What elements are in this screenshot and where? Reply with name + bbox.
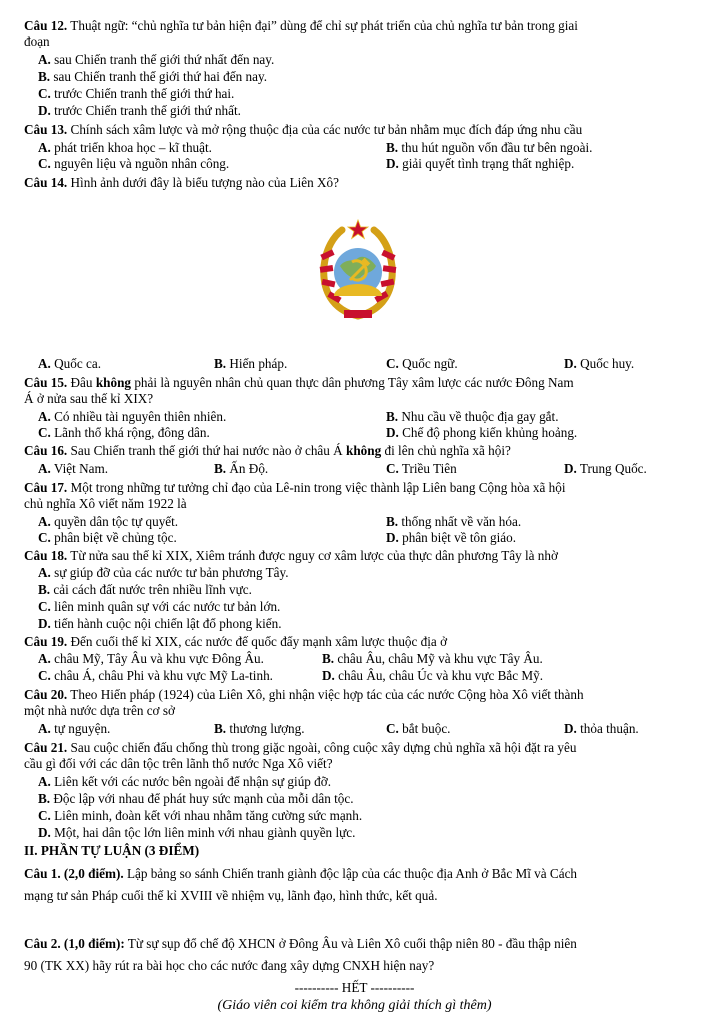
option-letter: B. (38, 69, 51, 84)
q17-option-b (386, 514, 521, 530)
option-text: thỏa thuận. (580, 721, 639, 736)
option-text: bắt buộc. (402, 721, 451, 736)
q20-option-b (214, 721, 305, 737)
option-letter: B. (386, 514, 399, 529)
option-text: Quốc ca. (54, 356, 101, 371)
option-letter: A. (38, 52, 51, 67)
option-letter: B. (386, 140, 399, 155)
q12-option-a (38, 52, 695, 68)
q14-option-d (564, 356, 634, 372)
option-text: tiến hành cuộc nội chiến lật đổ phong kiến. (54, 616, 282, 631)
q16-stem (24, 443, 695, 459)
option-text: phân biệt về chủng tộc. (54, 530, 177, 545)
option-text: phát triển khoa học – kĩ thuật. (54, 140, 212, 155)
question-label: Câu 20. (24, 687, 68, 702)
q12-option-c (38, 86, 695, 102)
option-text: Chế độ phong kiến khủng hoảng. (402, 425, 578, 440)
option-letter: B. (38, 791, 51, 806)
question-label: Câu 18. (24, 548, 68, 563)
option-letter: D. (386, 530, 399, 545)
option-text: sự giúp đỡ của các nước tư bản phương Tây. (54, 565, 289, 580)
option-text: sau Chiến tranh thế giới thứ hai đến nay. (53, 69, 267, 84)
q15-stem (24, 375, 695, 391)
q12-stem-cont: đoạn (24, 34, 50, 49)
question-text: Từ sự sụp đổ chế độ XHCN ở Đông Âu và Liên Xô cuối thập niên 80 - đầu thập niên (124, 936, 577, 951)
question-label: Câu 16. (24, 443, 68, 458)
q12-stem (24, 18, 695, 34)
q17-stem-cont: chủ nghĩa Xô viết năm 1922 là (24, 496, 187, 511)
option-letter: A. (38, 514, 51, 529)
essay-q1 (24, 865, 695, 883)
q21-stem-cont: cầu gì đối với các dân tộc trên lãnh thổ nước Nga Xô viết? (24, 756, 333, 771)
q17-options-row1 (38, 514, 695, 530)
option-text: Ấn Độ. (229, 461, 269, 476)
q14-stem (24, 175, 695, 191)
q16-options-row (38, 461, 695, 477)
option-letter: C. (38, 808, 51, 823)
q14-option-a (38, 356, 101, 372)
option-letter: D. (38, 103, 51, 118)
essay-q2 (24, 935, 695, 953)
option-text: Hiến pháp. (229, 356, 288, 371)
question-label: Câu 12. (24, 18, 68, 33)
question-label: Câu 19. (24, 634, 68, 649)
q21-option-d (38, 825, 695, 841)
ussr-emblem-image (318, 218, 398, 328)
option-text: Quốc huy. (580, 356, 635, 371)
q15-stem-cont: Á ở nửa sau thế kỉ XIX? (24, 391, 154, 406)
q13-options-row1 (38, 140, 695, 156)
question-text: Theo Hiến pháp (1924) của Liên Xô, ghi nhận việc hợp tác của các nước Cộng hòa Xô viết thành (70, 687, 584, 702)
q13-option-a (38, 140, 212, 156)
option-letter: A. (38, 774, 51, 789)
question-text: Đâu (70, 375, 96, 390)
option-text: cải cách đất nước trên nhiều lĩnh vực. (53, 582, 252, 597)
option-letter: C. (386, 721, 399, 736)
footer-note: (Giáo viên coi kiểm tra không giải thích gì thêm) (217, 998, 492, 1013)
q21-option-a (38, 774, 695, 790)
option-letter: D. (322, 668, 335, 683)
q21-option-b (38, 791, 695, 807)
q19-option-b (322, 651, 543, 667)
option-text: giải quyết tình trạng thất nghiệp. (402, 156, 575, 171)
essay-q1-cont: mạng tư sản Pháp cuối thế kỉ XVIII về nhiệm vụ, lãnh đạo, hình thức, kết quả. (24, 888, 438, 903)
end-marker: ---------- HẾT ---------- (294, 980, 415, 995)
option-letter: D. (564, 356, 577, 371)
question-label: Câu 1. (2,0 điểm). (24, 866, 124, 881)
option-letter: C. (386, 356, 399, 371)
option-letter: C. (38, 156, 51, 171)
q15-option-c (38, 425, 210, 441)
option-text: liên minh quân sự với các nước tư bản lớn. (54, 599, 281, 614)
question-text: Đến cuối thế kỉ XIX, các nước đế quốc đẩy mạnh xâm lược thuộc địa ở (70, 634, 448, 649)
q19-stem (24, 634, 695, 650)
option-letter: D. (386, 156, 399, 171)
question-text: Hình ảnh dưới đây là biểu tượng nào của Liên Xô? (70, 175, 340, 190)
q13-option-d (386, 156, 574, 172)
q16-option-a (38, 461, 108, 477)
q17-option-c (38, 530, 177, 546)
option-text: Trung Quốc. (579, 461, 647, 476)
emphasis-text: không (95, 375, 132, 390)
q18-option-c (38, 599, 695, 615)
q17-option-a (38, 514, 178, 530)
option-letter: B. (214, 356, 227, 371)
part2-heading: II. PHẦN TỰ LUẬN (3 ĐIỂM) (24, 843, 200, 858)
option-letter: A. (38, 721, 51, 736)
option-letter: D. (564, 721, 577, 736)
option-letter: C. (38, 668, 51, 683)
q13-stem (24, 122, 695, 138)
q19-option-a (38, 651, 264, 667)
question-label: Câu 13. (24, 122, 68, 137)
q16-option-d (564, 461, 647, 477)
q13-option-b (386, 140, 592, 156)
q20-options-row (38, 721, 695, 737)
option-letter: D. (38, 616, 51, 631)
option-text: Độc lập với nhau để phát huy sức mạnh của mỗi dân tộc. (53, 791, 354, 806)
option-letter: C. (38, 86, 51, 101)
option-letter: C. (38, 530, 51, 545)
option-text: quyền dân tộc tự quyết. (54, 514, 179, 529)
option-letter: A. (38, 409, 51, 424)
option-letter: D. (386, 425, 399, 440)
q15-option-d (386, 425, 577, 441)
option-text: phân biệt về tôn giáo. (402, 530, 517, 545)
q13-options-row2 (38, 156, 695, 172)
q18-stem (24, 548, 695, 564)
emphasis-text: không (346, 443, 382, 458)
q18-option-a (38, 565, 695, 581)
option-text: trước Chiến tranh thế giới thứ nhất. (54, 103, 241, 118)
q20-option-d (564, 721, 639, 737)
q21-option-c (38, 808, 695, 824)
essay-q2-cont: 90 (TK XX) hãy rút ra bài học cho các nước đang xây dựng CNXH hiện nay? (24, 958, 435, 973)
option-text: Triều Tiên (401, 461, 457, 476)
q15-option-b (386, 409, 559, 425)
q18-option-b (38, 582, 695, 598)
option-letter: C. (386, 461, 399, 476)
q17-options-row2 (38, 530, 695, 546)
option-letter: B. (214, 721, 227, 736)
option-text: Có nhiều tài nguyên thiên nhiên. (54, 409, 227, 424)
option-letter: C. (38, 425, 51, 440)
q14-options-row (38, 356, 695, 372)
q14-option-c (386, 356, 458, 372)
option-text: thu hút nguồn vốn đầu tư bên ngoài. (401, 140, 593, 155)
question-text: phải là nguyên nhân chủ quan thực dân phương Tây xâm lược các nước Đông Nam (131, 375, 574, 390)
option-text: Việt Nam. (53, 461, 109, 476)
question-label: Câu 14. (24, 175, 68, 190)
option-text: châu Á, châu Phi và khu vực Mỹ La-tinh. (54, 668, 273, 683)
option-letter: A. (38, 651, 51, 666)
option-text: thống nhất về văn hóa. (401, 514, 522, 529)
q20-stem (24, 687, 695, 703)
question-text: Chính sách xâm lược và mở rộng thuộc địa của các nước tư bản nhằm mục đích đáp ứng nhu cầu (70, 122, 583, 137)
q13-option-c (38, 156, 229, 172)
option-text: châu Âu, châu Mỹ và khu vực Tây Âu. (337, 651, 543, 666)
question-label: Câu 2. (1,0 điểm): (24, 936, 125, 951)
option-text: sau Chiến tranh thế giới thứ nhất đến nay. (54, 52, 275, 67)
q17-stem (24, 480, 695, 496)
option-letter: A. (38, 356, 51, 371)
option-letter: A. (38, 140, 51, 155)
option-letter: C. (38, 599, 51, 614)
q19-options-row2 (38, 668, 695, 684)
question-text: Sau cuộc chiến đấu chống thù trong giặc ngoài, công cuộc xây dựng chủ nghĩa xã hội đặt ra yêu (70, 740, 577, 755)
q15-options-row1 (38, 409, 695, 425)
q20-option-a (38, 721, 110, 737)
q17-option-d (386, 530, 516, 546)
question-text: đi lên chủ nghĩa xã hội? (381, 443, 511, 458)
question-label: Câu 17. (24, 480, 68, 495)
q19-options-row1 (38, 651, 695, 667)
q15-options-row2 (38, 425, 695, 441)
option-text: Quốc ngữ. (402, 356, 458, 371)
question-text: Một trong những tư tưởng chỉ đạo của Lê-nin trong việc thành lập Liên bang Cộng hòa xã hội (70, 480, 566, 495)
question-text: Thuật ngữ: “chủ nghĩa tư bản hiện đại” dùng để chỉ sự phát triển của chủ nghĩa tư bản trong giai (70, 18, 578, 33)
q20-stem-cont: một nhà nước dựa trên cơ sở (24, 703, 175, 718)
option-letter: B. (386, 409, 399, 424)
q20-option-c (386, 721, 450, 737)
q16-option-b (214, 461, 268, 477)
option-text: châu Mỹ, Tây Âu và khu vực Đông Âu. (54, 651, 264, 666)
option-letter: A. (38, 565, 51, 580)
option-text: Nhu cầu về thuộc địa gay gắt. (401, 409, 559, 424)
q21-stem (24, 740, 695, 756)
q12-option-d (38, 103, 695, 119)
option-letter: B. (38, 582, 51, 597)
option-letter: D. (38, 825, 51, 840)
option-text: tự nguyện. (54, 721, 111, 736)
option-text: nguyên liệu và nguồn nhân công. (54, 156, 230, 171)
option-letter: A. (38, 461, 51, 476)
q16-option-c (386, 461, 457, 477)
option-text: trước Chiến tranh thế giới thứ hai. (54, 86, 235, 101)
option-text: châu Âu, châu Úc và khu vực Bắc Mỹ. (338, 668, 544, 683)
question-text: Lập bảng so sánh Chiến tranh giành độc lập của các thuộc địa Anh ở Bắc Mĩ và Cách (123, 866, 578, 881)
option-text: thương lượng. (229, 721, 305, 736)
option-letter: D. (564, 461, 577, 476)
option-text: Liên minh, đoàn kết với nhau nhằm tăng cường sức mạnh. (54, 808, 363, 823)
question-label: Câu 15. (24, 375, 68, 390)
option-text: Liên kết với các nước bên ngoài để nhận sự giúp đỡ. (54, 774, 332, 789)
option-text: Lãnh thổ khá rộng, đông dân. (54, 425, 210, 440)
q19-option-c (38, 668, 273, 684)
q12-option-b (38, 69, 695, 85)
option-text: Một, hai dân tộc lớn liên minh với nhau giành quyền lực. (54, 825, 356, 840)
q18-option-d (38, 616, 695, 632)
option-letter: B. (214, 461, 227, 476)
q15-option-a (38, 409, 226, 425)
q19-option-d (322, 668, 543, 684)
q14-option-b (214, 356, 287, 372)
question-text: Từ nửa sau thế kỉ XIX, Xiêm tránh được nguy cơ xâm lược của thực dân phương Tây là nhờ (70, 548, 558, 563)
question-label: Câu 21. (24, 740, 68, 755)
option-letter: B. (322, 651, 335, 666)
question-text: Sau Chiến tranh thế giới thứ hai nước nào ở châu Á (70, 443, 346, 458)
